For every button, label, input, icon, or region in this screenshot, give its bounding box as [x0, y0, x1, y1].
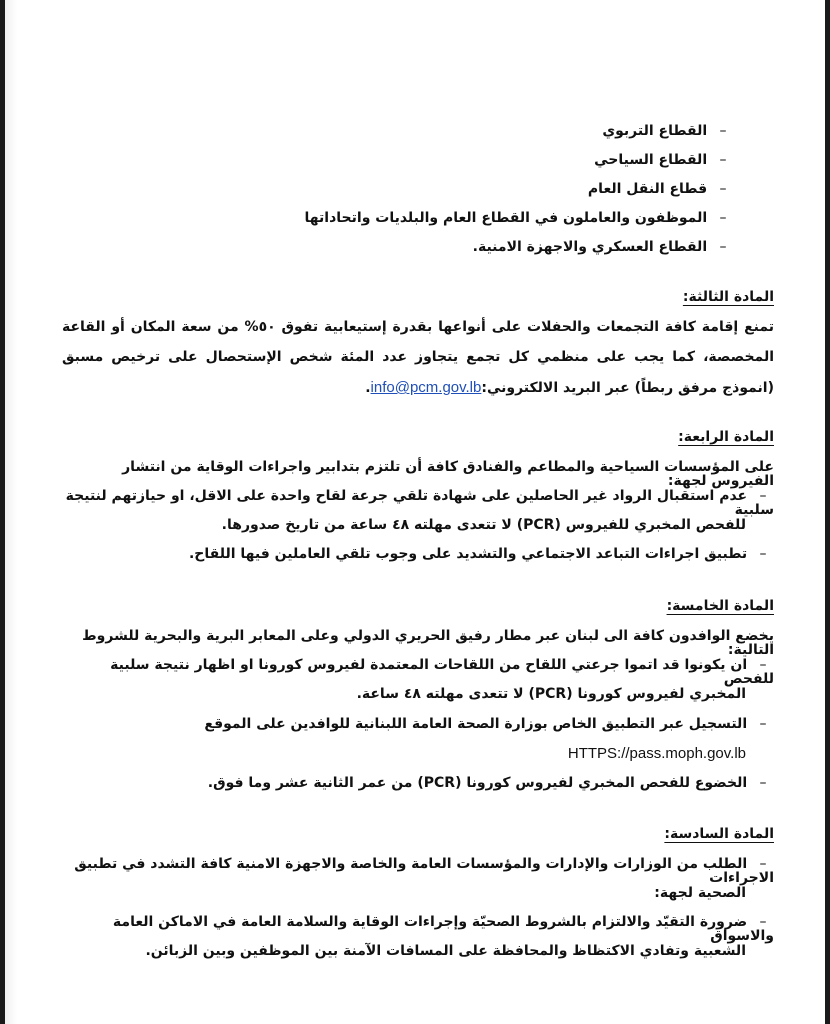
article-6-heading: المادة السادسة:: [664, 826, 774, 842]
article-5-bullet-2: – التسجيل عبر التطبيق الخاص بوزارة الصحة العامة اللبنانية للوافدين على الموقع: [62, 717, 774, 731]
list-item: – القطاع السياحي: [62, 153, 734, 167]
article-4-heading: المادة الرابعة:: [678, 429, 774, 445]
article-5-bullet-1: – ان يكونوا قد اتموا جرعتي اللقاح من اللقاحات المعتمدة لفيروس كورونا او اظهار نتيجة سلبية للفحص: [110, 657, 774, 687]
article-6-bullet-1: – الطلب من الوزارات والإدارات والمؤسسات العامة والخاصة والاجهزة الامنية كافة التشدد في تطبيق الاجراءات: [74, 856, 774, 886]
article-6-bullet-2-cont: الشعبية وتفادي الاكتظاظ والمحافظة على المسافات الآمنة بين الموظفين وبين الزبائن.: [145, 943, 746, 959]
bullet-dash: –: [759, 546, 767, 562]
article-5-bullet-1-cont: المخبري لفيروس كورونا (PCR) لا تتعدى مهلته ٤٨ ساعة.: [356, 686, 746, 702]
bullet-dash: –: [759, 775, 767, 791]
moph-url[interactable]: HTTPS://pass.moph.gov.lb: [567, 745, 746, 762]
article-5-intro: يخضع الوافدون كافة الى لبنان عبر مطار رفيق الحريري الدولي وعلى المعابر البرية والبحرية للشروط التالية:: [82, 628, 774, 658]
article-3-line-2: المخصصة، كما يجب على منظمي كل تجمع يتجاوز عدد المئة شخص الإستحصال على ترخيص مسبق: [62, 349, 774, 365]
bullet-dash: –: [759, 856, 767, 872]
bullet-dash: –: [759, 657, 767, 673]
article-5-heading: المادة الخامسة:: [666, 598, 774, 614]
bullet-dash: –: [719, 239, 727, 255]
bullet-dash: –: [719, 210, 727, 226]
article-4-intro: على المؤسسات السياحية والمطاعم والفنادق كافة أن تلتزم بتدابير واجراءات الوقاية من انتشار الفيروس لجهة:: [122, 459, 774, 489]
page-shadow: [5, 0, 17, 1024]
article-3-line-1: تمنع إقامة كافة التجمعات والحفلات على أنواعها بقدرة إستيعابية تفوق ٥٠% من سعة المكان أو القاعة: [62, 319, 774, 335]
article-6-bullet-2: – ضرورة التقيّد والالتزام بالشروط الصحيّة وإجراءات الوقاية والسلامة العامة في الاماكن العامة والاسواق: [112, 914, 774, 944]
article-3-heading: المادة الثالثة:: [682, 289, 774, 305]
list-item: – القطاع العسكري والاجهزة الامنية.: [62, 240, 734, 254]
email-link[interactable]: info@pcm.gov.lb: [370, 379, 482, 396]
list-item: – قطاع النقل العام: [62, 182, 734, 196]
article-4-bullet-2: – تطبيق اجراءات التباعد الاجتماعي والتشديد على وجوب تلقي العاملين فيها اللقاح.: [62, 547, 774, 561]
bullet-dash: –: [759, 914, 767, 930]
bullet-dash: –: [719, 181, 727, 197]
article-3-line-3: (انموذج مرفق ربطاً) عبر البريد الالكتروني:info@pcm.gov.lb.: [365, 379, 774, 396]
article-5-bullet-2-cont: [62, 746, 774, 761]
bullet-dash: –: [759, 488, 767, 504]
bullet-dash: –: [759, 716, 767, 732]
list-item: – القطاع التربوي: [62, 124, 734, 138]
article-4-bullet-1: – عدم استقبال الرواد غير الحاصلين على شهادة تلقي جرعة لقاح واحدة على الاقل، او حيازتهم لنتيجة سلبية: [65, 488, 774, 518]
document-content: [62, 0, 774, 1000]
article-5-bullet-3: – الخضوع للفحص المخبري لفيروس كورونا (PCR) من عمر الثانية عشر وما فوق.: [62, 776, 774, 790]
list-item: – الموظفون والعاملون في القطاع العام والبلديات واتحاداتها: [62, 211, 734, 225]
bullet-dash: –: [719, 152, 727, 168]
article-6-bullet-1-cont: الصحية لجهة:: [654, 885, 746, 901]
bullet-dash: –: [719, 123, 727, 139]
article-4-bullet-1-cont: للفحص المخبري للفيروس (PCR) لا تتعدى مهلته ٤٨ ساعة من تاريخ صدورها.: [221, 517, 746, 533]
